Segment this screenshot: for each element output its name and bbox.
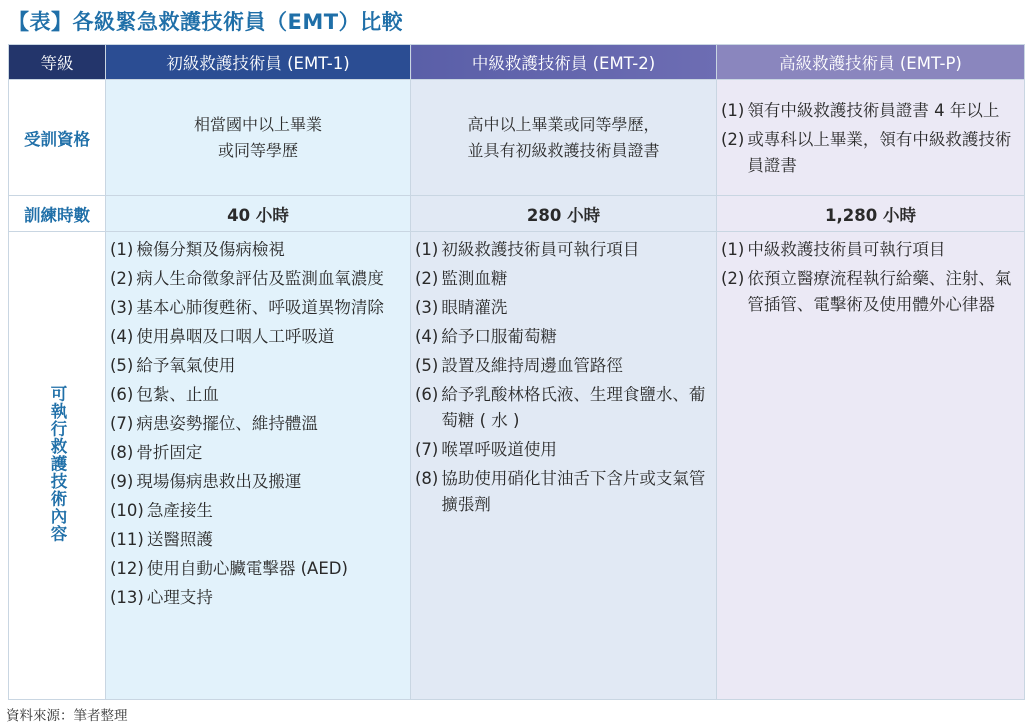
list-item — [721, 127, 1020, 179]
list-item — [110, 324, 406, 350]
item-text: 或專科以上畢業，領有中級救護技術員證書 — [747, 129, 1012, 175]
list-item — [415, 466, 712, 518]
item-number: (10) — [110, 501, 144, 520]
header-emt1: 初級救護技術員 (EMT-1) — [106, 45, 411, 80]
cell-line: 或同等學歷 — [217, 140, 298, 160]
list-item — [415, 382, 712, 434]
cell-tasks-emt2 — [411, 232, 717, 700]
list-item — [415, 295, 712, 321]
cell-line: 高中以上畢業或同等學歷， — [467, 114, 660, 134]
list-item — [415, 266, 712, 292]
item-number: (4) — [110, 327, 134, 346]
item-number: (2) — [415, 269, 439, 288]
list-item — [721, 98, 1020, 124]
row-label-tasks — [9, 232, 106, 700]
list-item — [110, 527, 406, 553]
item-number: (5) — [415, 356, 439, 375]
list-item — [110, 469, 406, 495]
item-text: 病人生命徵象評估及監測血氧濃度 — [136, 269, 384, 288]
list-item — [110, 411, 406, 437]
item-number: (4) — [415, 327, 439, 346]
list-item — [110, 498, 406, 524]
cell-qualification-emtp — [717, 80, 1025, 196]
item-number: (8) — [110, 443, 134, 462]
item-text: 急產接生 — [146, 501, 213, 520]
list-item — [110, 266, 406, 292]
item-number: (5) — [110, 356, 134, 375]
item-number: (3) — [110, 298, 134, 317]
item-text: 眼睛灌洗 — [441, 298, 508, 317]
table-row-qualification — [9, 80, 1025, 196]
item-text: 病患姿勢擺位、維持體溫 — [136, 414, 318, 433]
cell-qualification-emt1 — [106, 80, 411, 196]
header-emtp: 高級救護技術員 (EMT-P) — [717, 45, 1025, 80]
item-text: 協助使用硝化甘油舌下含片或支氣管擴張劑 — [441, 469, 706, 514]
item-number: (2) — [110, 269, 134, 288]
item-number: (2) — [721, 129, 745, 149]
item-text: 使用鼻咽及口咽人工呼吸道 — [136, 327, 335, 346]
item-text: 骨折固定 — [136, 443, 203, 462]
item-text: 使用自動心臟電擊器 (AED) — [146, 559, 348, 578]
list-item — [110, 295, 406, 321]
item-text: 現場傷病患救出及搬運 — [136, 472, 302, 491]
item-number: (9) — [110, 472, 134, 491]
item-number: (12) — [110, 559, 144, 578]
item-number: (1) — [415, 240, 439, 259]
table-row-hours — [9, 196, 1025, 232]
list-item — [415, 437, 712, 463]
item-number: (1) — [110, 240, 134, 259]
list-item — [110, 353, 406, 379]
item-text: 喉罩呼吸道使用 — [441, 440, 557, 459]
cell-hours-emtp: 1,280 小時 — [717, 196, 1025, 232]
item-text: 給予乳酸林格氏液、生理食鹽水、葡萄糖 ( 水 ) — [441, 385, 706, 430]
row-label-hours: 訓練時數 — [9, 196, 106, 232]
header-row — [9, 45, 1025, 80]
list-item — [721, 266, 1020, 318]
item-text: 依預立醫療流程執行給藥、注射、氣管插管、電擊術及使用體外心律器 — [747, 269, 1012, 314]
item-number: (6) — [415, 385, 439, 404]
item-number: (7) — [110, 414, 134, 433]
item-number: (6) — [110, 385, 134, 404]
item-number: (1) — [721, 240, 745, 259]
item-text: 送醫照護 — [146, 530, 213, 549]
cell-hours-emt1: 40 小時 — [106, 196, 411, 232]
cell-line: 並具有初級救護技術員證書 — [467, 140, 660, 160]
emt-comparison-table — [8, 44, 1025, 700]
item-number: (11) — [110, 530, 144, 549]
list-item — [415, 324, 712, 350]
item-text: 初級救護技術員可執行項目 — [441, 240, 640, 259]
header-emt2: 中級救護技術員 (EMT-2) — [411, 45, 717, 80]
cell-tasks-emt1 — [106, 232, 411, 700]
table-title: 【表】各級緊急救護技術員（EMT）比較 — [8, 10, 404, 34]
item-text: 設置及維持周邊血管路徑 — [441, 356, 623, 375]
item-text: 檢傷分類及傷病檢視 — [136, 240, 285, 259]
item-text: 中級救護技術員可執行項目 — [747, 240, 946, 259]
item-text: 包紮、止血 — [136, 385, 219, 404]
item-number: (13) — [110, 588, 144, 607]
item-text: 心理支持 — [146, 588, 213, 607]
list-item — [110, 382, 406, 408]
list-item — [415, 353, 712, 379]
item-number: (7) — [415, 440, 439, 459]
table-row-tasks — [9, 232, 1025, 700]
list-item — [415, 237, 712, 263]
cell-hours-emt2: 280 小時 — [411, 196, 717, 232]
list-item — [110, 585, 406, 611]
item-text: 給予氧氣使用 — [136, 356, 236, 375]
list-item — [721, 237, 1020, 263]
item-text: 監測血糖 — [441, 269, 508, 288]
list-item — [110, 237, 406, 263]
row-label-qualification: 受訓資格 — [9, 80, 106, 196]
item-number: (3) — [415, 298, 439, 317]
vertical-label: 可執行救護技術內容 — [48, 384, 67, 543]
item-text: 給予口服葡萄糖 — [441, 327, 557, 346]
item-number: (2) — [721, 269, 745, 288]
item-text: 領有中級救護技術員證書 4 年以上 — [747, 100, 1000, 120]
item-text: 基本心肺復甦術、呼吸道異物清除 — [136, 298, 384, 317]
source-note: 資料來源：筆者整理 — [6, 708, 128, 724]
header-level: 等級 — [9, 45, 106, 80]
cell-qualification-emt2 — [411, 80, 717, 196]
list-item — [110, 440, 406, 466]
item-number: (8) — [415, 469, 439, 488]
cell-line: 相當國中以上畢業 — [193, 114, 322, 134]
cell-tasks-emtp — [717, 232, 1025, 700]
list-item — [110, 556, 406, 582]
item-number: (1) — [721, 100, 745, 120]
